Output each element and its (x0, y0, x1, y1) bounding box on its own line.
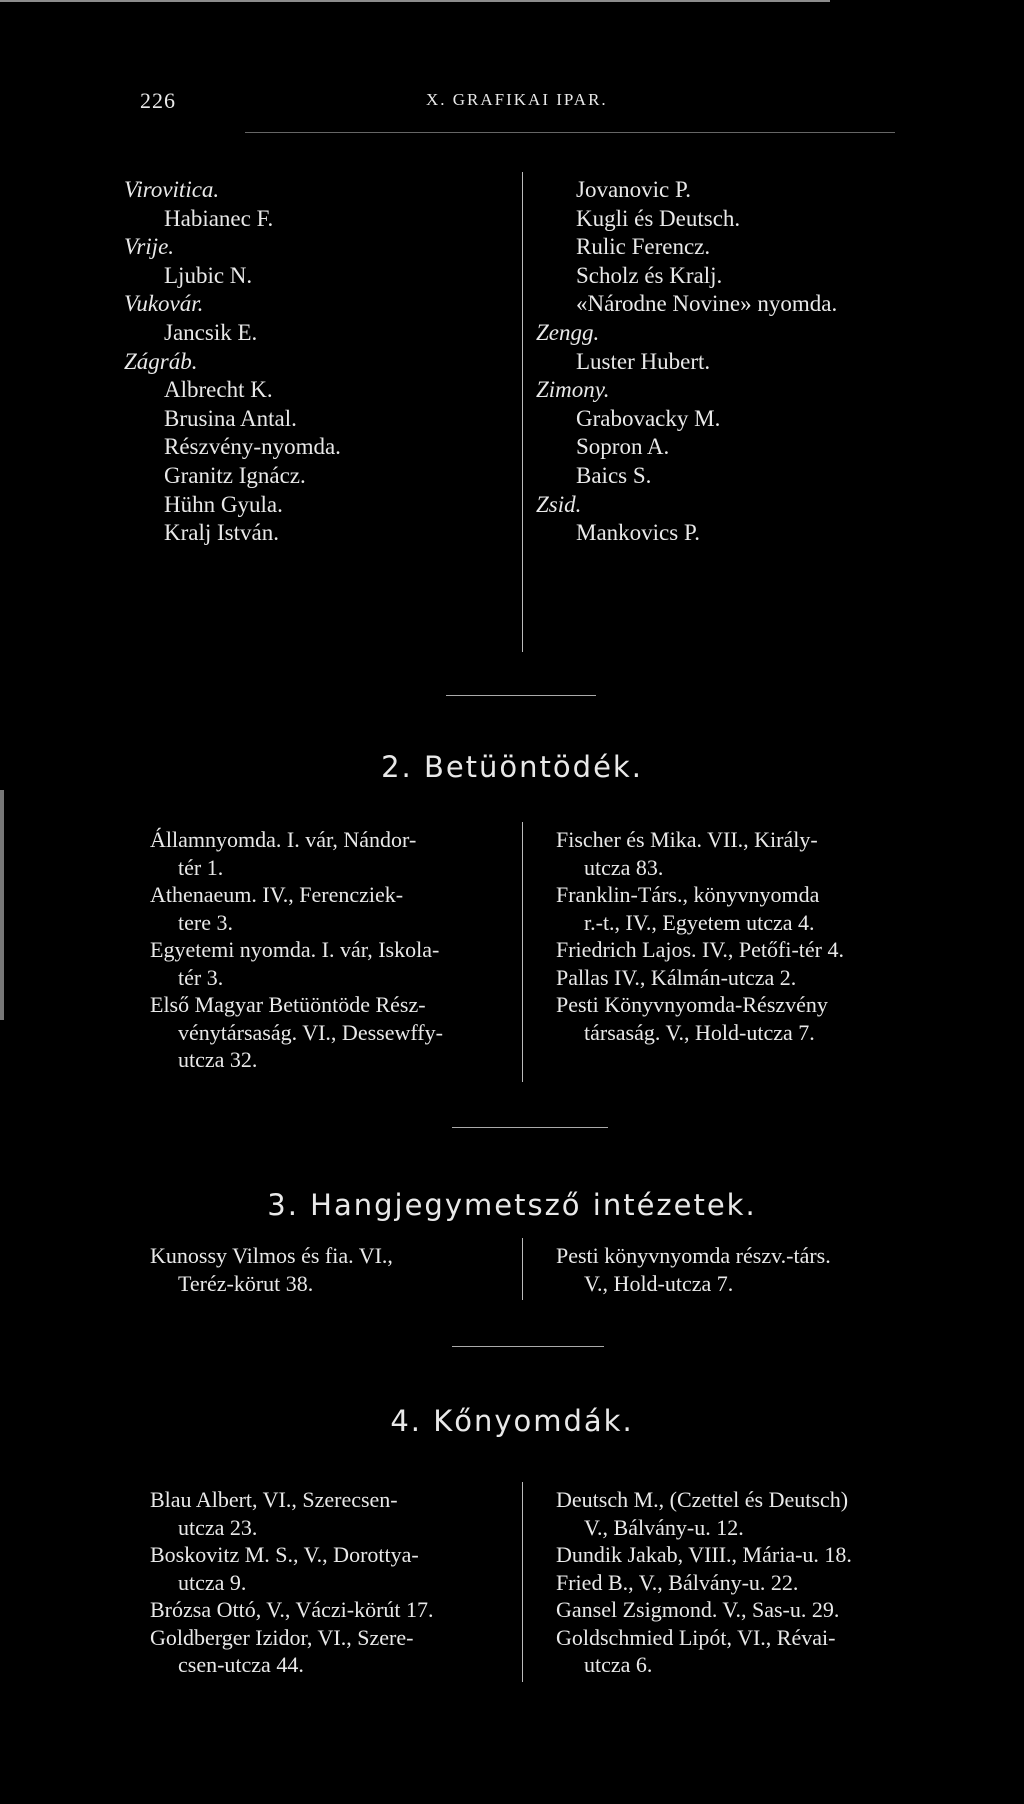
entry-line: Pesti könyvnyomda részv.-társ. (556, 1243, 831, 1268)
printer-name: Baics S. (576, 462, 652, 488)
entry-continuation: V., Bálvány-u. 12. (584, 1514, 744, 1540)
page-number: 226 (140, 88, 176, 113)
column-divider (522, 1482, 523, 1682)
entry-line: Athenaeum. IV., Ferencziek- (150, 882, 404, 907)
entry-continuation: utcza 23. (178, 1514, 258, 1540)
entry-line: Fried B., V., Bálvány-u. 22. (556, 1569, 799, 1595)
entry-line: Pallas IV., Kálmán-utcza 2. (556, 964, 797, 990)
printer-name: Brusina Antal. (164, 405, 297, 431)
printer-name: Mankovics P. (576, 520, 700, 546)
column-divider (522, 172, 523, 652)
place-heading: Vukovár. (124, 291, 204, 317)
printer-name: Kralj István. (164, 520, 279, 546)
towns-right-column (536, 176, 837, 548)
entry-continuation: vénytársaság. VI., Dessewffy- (178, 1019, 443, 1045)
printer-name: Hühn Gyula. (164, 491, 283, 517)
entry-line: Gansel Zsigmond. V., Sas-u. 29. (556, 1597, 840, 1622)
entry-line: Goldschmied Lipót, VI., Révai- (556, 1624, 836, 1650)
place-heading: Virovitica. (124, 177, 220, 202)
entry-continuation: utcza 83. (584, 854, 664, 880)
entry-line: Blau Albert, VI., Szerecsen- (150, 1487, 398, 1512)
entry-continuation: r.-t., IV., Egyetem utcza 4. (584, 909, 815, 935)
entry-continuation: utcza 6. (584, 1652, 653, 1677)
printer-name: Albrecht K. (164, 377, 273, 403)
column-divider (522, 1238, 523, 1300)
section-4-right-column (556, 1486, 852, 1679)
chapter-title: X. GRAFIKAI IPAR. (426, 90, 608, 109)
printer-name: Granitz Ignácz. (164, 462, 306, 488)
printer-name: Scholz és Kralj. (576, 262, 723, 288)
entry-continuation: V., Hold-utcza 7. (584, 1270, 734, 1296)
entry-line: Fischer és Mika. VII., Király- (556, 827, 818, 852)
section-separator (452, 1127, 608, 1128)
entry-continuation: utcza 32. (178, 1047, 258, 1072)
entry-line: Egyetemi nyomda. I. vár, Iskola- (150, 937, 440, 962)
entry-line: Dundik Jakab, VIII., Mária-u. 18. (556, 1542, 852, 1567)
printer-name: Luster Hubert. (576, 348, 711, 374)
section-separator (452, 1346, 604, 1347)
entry-continuation: társaság. V., Hold-utcza 7. (584, 1019, 815, 1045)
entry-line: Goldberger Izidor, VI., Szere- (150, 1624, 414, 1650)
section-4-left-column (150, 1486, 434, 1679)
printer-name: Kugli és Deutsch. (576, 205, 741, 231)
entry-line: Friedrich Lajos. IV., Petőfi-tér 4. (556, 937, 844, 962)
section-title-2: 2. Betüöntödék. (381, 750, 643, 784)
printer-name: Jovanovic P. (576, 177, 691, 202)
section-title-3: 3. Hangjegymetsző intézetek. (267, 1188, 757, 1222)
binding-edge-mark (0, 790, 4, 1020)
entry-line: Kunossy Vilmos és fia. VI., (150, 1243, 393, 1268)
top-edge-rule (0, 0, 830, 2)
section-2-left-column (150, 826, 443, 1074)
entry-line: Pesti Könyvnyomda-Részvény (556, 992, 828, 1017)
printer-name: Rulic Ferencz. (576, 234, 711, 260)
entry-continuation: tere 3. (178, 909, 233, 935)
printer-name: Sopron A. (576, 434, 670, 460)
entry-line: Boskovitz M. S., V., Dorottya- (150, 1542, 419, 1567)
section-title-4: 4. Kőnyomdák. (390, 1404, 634, 1438)
entry-line: Első Magyar Betüöntöde Rész- (150, 992, 426, 1017)
place-heading: Zengg. (536, 319, 600, 345)
printer-name: Grabovacky M. (576, 405, 721, 431)
entry-line: Brózsa Ottó, V., Váczi-körút 17. (150, 1597, 434, 1622)
printer-name: «Národne Novine» nyomda. (576, 291, 838, 317)
entry-continuation: tér 1. (178, 854, 224, 880)
running-head (0, 88, 1024, 118)
entry-continuation: Teréz-körut 38. (178, 1270, 314, 1296)
entry-continuation: utcza 9. (178, 1569, 247, 1595)
printer-name: Habianec F. (164, 205, 274, 231)
header-rule (245, 132, 895, 133)
place-heading: Zágráb. (124, 348, 198, 374)
section-separator (446, 695, 596, 696)
place-heading: Zimony. (536, 377, 610, 403)
entry-line: Államnyomda. I. vár, Nándor- (150, 827, 417, 852)
entry-line: Franklin-Társ., könyvnyomda (556, 882, 820, 907)
section-3-right-column (556, 1242, 831, 1297)
place-heading: Vrije. (124, 234, 175, 260)
entry-continuation: tér 3. (178, 964, 224, 990)
entry-continuation: csen-utcza 44. (178, 1652, 304, 1677)
section-2-right-column (556, 826, 844, 1046)
printer-name: Ljubic N. (164, 262, 253, 288)
column-divider (522, 822, 523, 1082)
printer-name: Jancsik E. (164, 319, 258, 345)
section-3-left-column (150, 1242, 393, 1297)
place-heading: Zsid. (536, 491, 582, 517)
entry-line: Deutsch M., (Czettel és Deutsch) (556, 1487, 849, 1512)
printer-name: Részvény-nyomda. (164, 434, 341, 460)
towns-left-column (124, 176, 341, 548)
